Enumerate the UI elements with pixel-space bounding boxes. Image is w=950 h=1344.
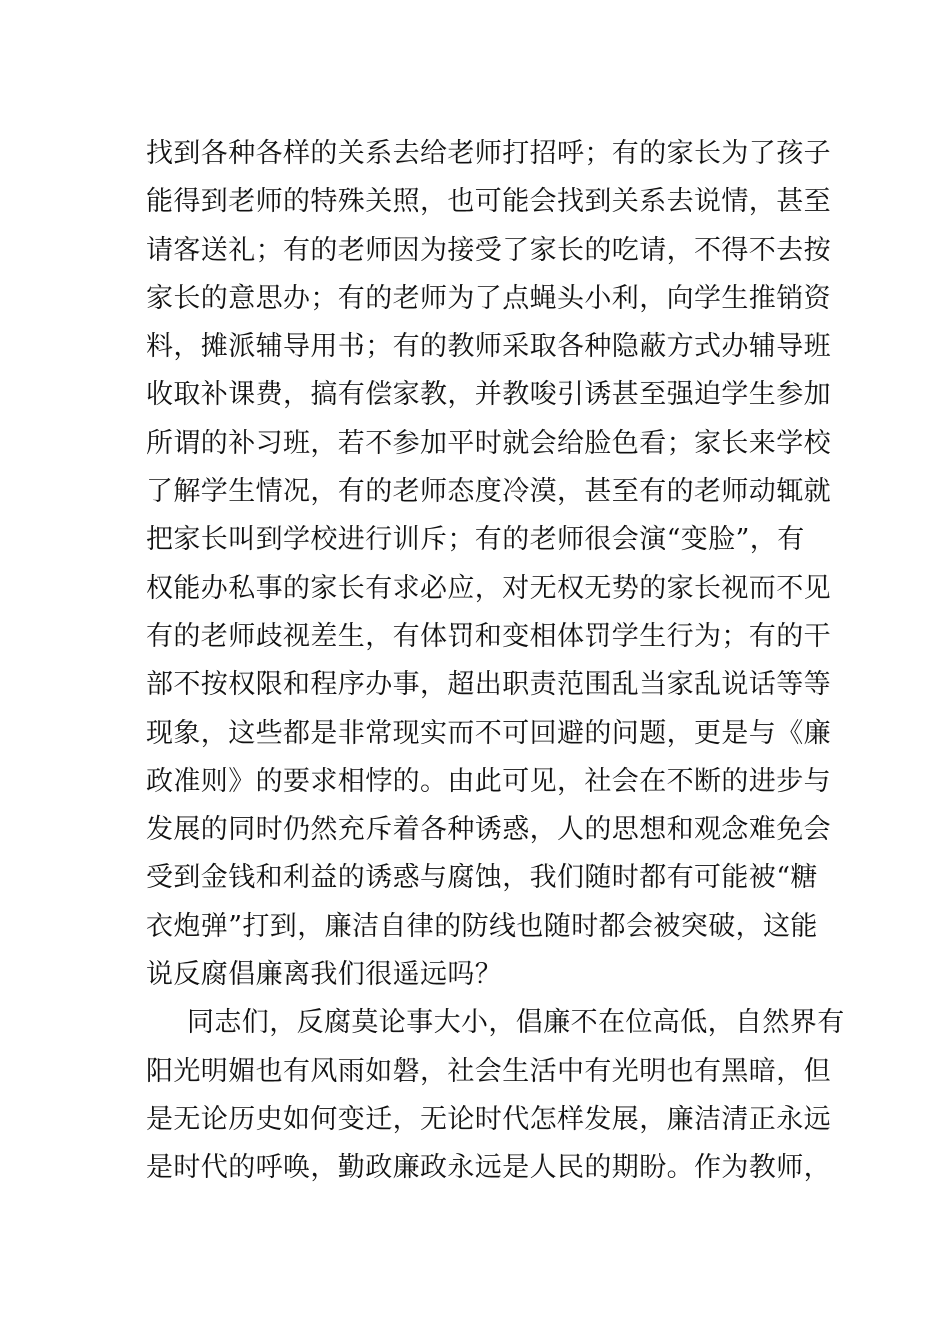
text-line: 是无论历史如何变迁，无论时代怎样发展，廉洁清正永远	[146, 1103, 831, 1135]
text-line: 请客送礼；有的老师因为接受了家长的吃请，不得不去按	[146, 234, 831, 266]
text-line: 阳光明媚也有风雨如磐，社会生活中有光明也有黑暗，但	[146, 1055, 831, 1087]
text-line: 部不按权限和程序办事，超出职责范围乱当家乱说话等等	[146, 669, 831, 701]
text-line: 发展的同时仍然充斥着各种诱惑，人的思想和观念难免会	[146, 814, 831, 846]
text-line: 说反腐倡廉离我们很遥远吗？	[146, 959, 503, 991]
text-line: 有的老师歧视差生，有体罚和变相体罚学生行为；有的干	[146, 620, 831, 652]
text-line: 所谓的补习班，若不参加平时就会给脸色看；家长来学校	[146, 427, 831, 459]
text-line: 料，摊派辅导用书；有的教师采取各种隐蔽方式办辅导班	[146, 331, 831, 363]
text-line: 现象，这些都是非常现实而不可回避的问题，更是与《廉	[146, 717, 831, 749]
body-text	[146, 130, 845, 1193]
text-line: 找到各种各样的关系去给老师打招呼；有的家长为了孩子	[146, 138, 831, 169]
text-line: 受到金钱和利益的诱惑与腐蚀，我们随时都有可能被“糖	[146, 862, 818, 894]
text-line: 政准则》的要求相悖的。由此可见，社会在不断的进步与	[146, 765, 831, 797]
text-line: 了解学生情况，有的老师态度冷漠，甚至有的老师动辄就	[146, 476, 831, 508]
text-line: 能得到老师的特殊关照，也可能会找到关系去说情，甚至	[146, 186, 831, 218]
paragraph-1	[146, 130, 831, 999]
paragraph-2	[146, 999, 845, 1192]
text-line: 同志们，反腐莫论事大小，倡廉不在位高低，自然界有	[187, 1007, 845, 1039]
text-line: 权能办私事的家长有求必应，对无权无势的家长视而不见	[146, 572, 831, 604]
text-line: 把家长叫到学校进行训斥；有的老师很会演“变脸”，有	[146, 524, 805, 556]
text-line: 衣炮弹”打到，廉洁自律的防线也随时都会被突破，这能	[146, 910, 818, 942]
text-line: 收取补课费，搞有偿家教，并教唆引诱甚至强迫学生参加	[146, 379, 831, 411]
text-line: 是时代的呼唤，勤政廉政永远是人民的期盼。作为教师，	[146, 1152, 831, 1184]
text-line: 家长的意思办；有的老师为了点蝇头小利，向学生推销资	[146, 282, 831, 314]
